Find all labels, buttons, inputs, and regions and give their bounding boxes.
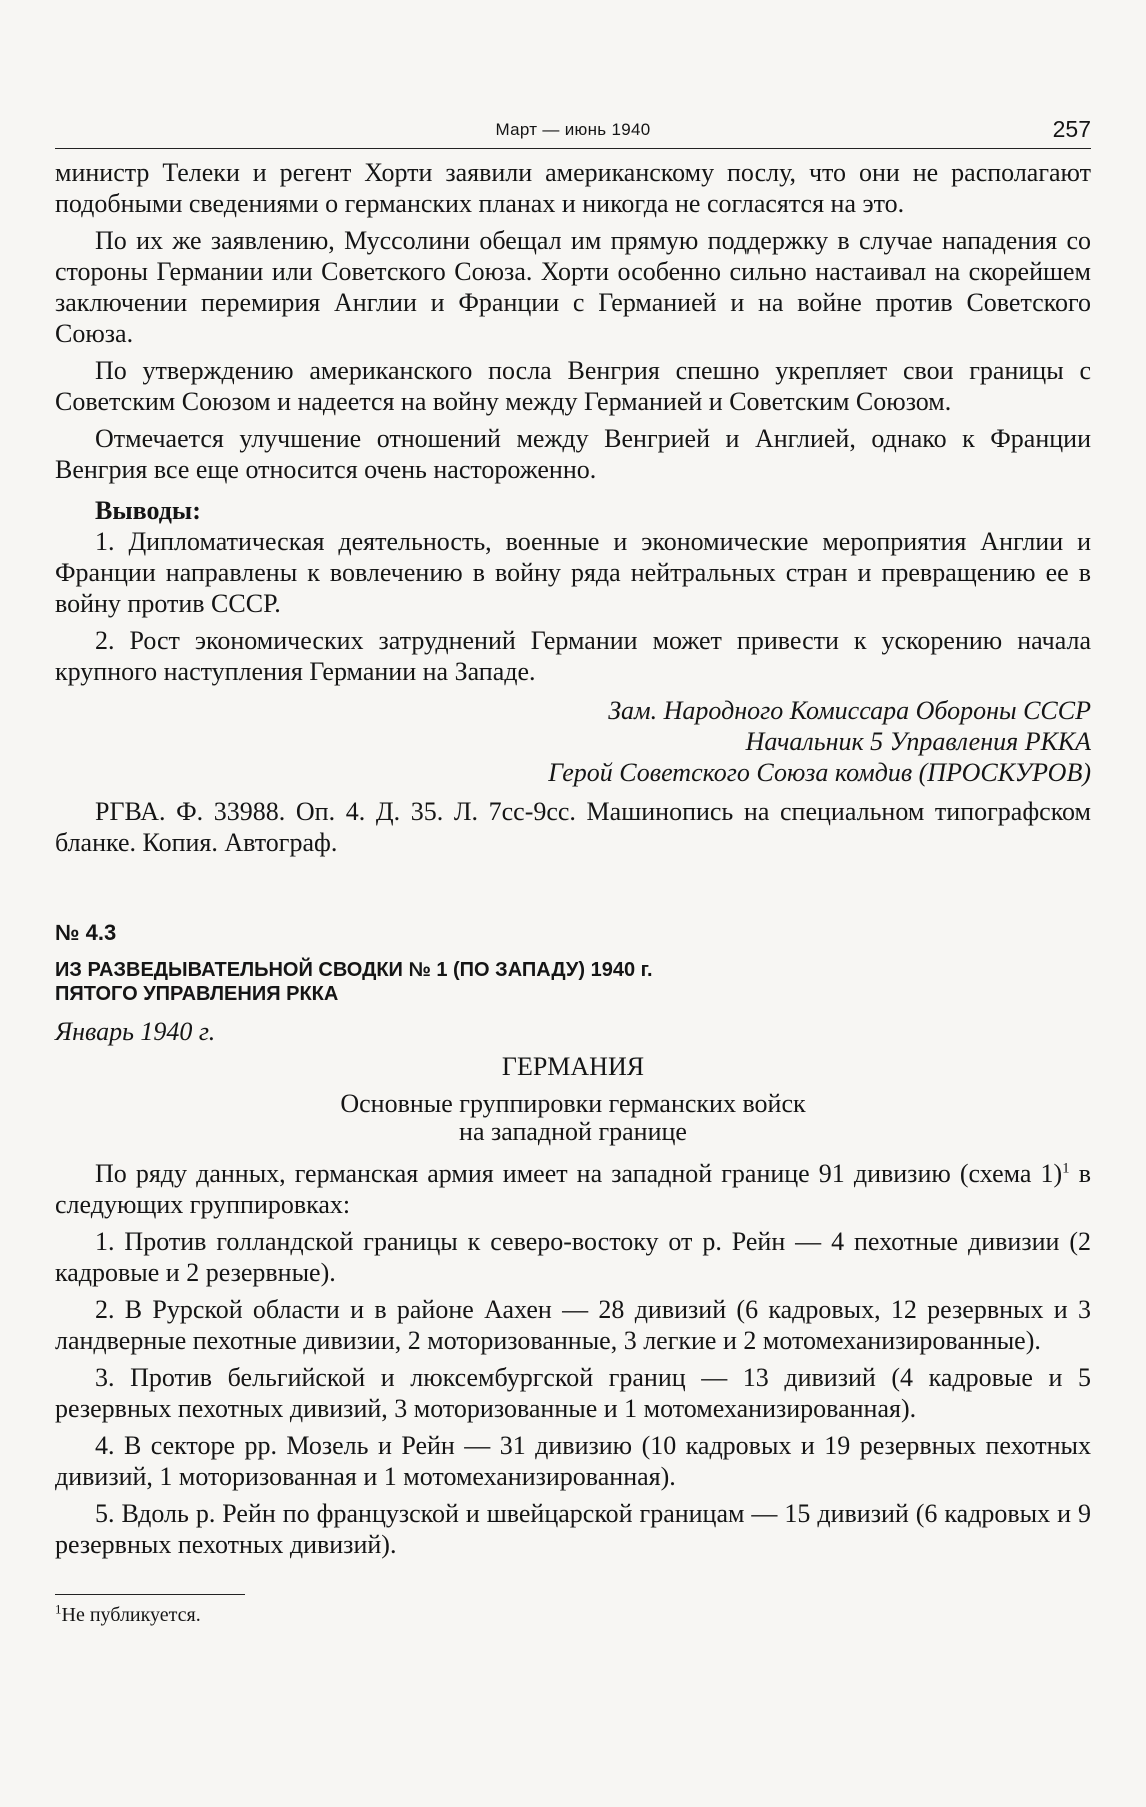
page-header	[55, 118, 1091, 149]
document-title-line-2: ПЯТОГО УПРАВЛЕНИЯ РККА	[55, 983, 339, 1005]
footnote-divider	[55, 1594, 245, 1595]
signature-line-3: Герой Советского Союза комдив (ПРОСКУРОВ)	[548, 758, 1091, 787]
paragraph-intro	[55, 1158, 1091, 1220]
conclusion-item-1: 1. Дипломатическая деятельность, военные и экономические мероприятия Англии и Франции направлены к вовлечению в войну ряда нейтральных стран и превращению ее в войну против СССР.	[55, 527, 1091, 618]
paragraph-hungary-borders: По утверждению американского посла Венгрия спешно укрепляет свои границы с Советским Союзом и надеется на войну между Германией и Советским Союзом.	[55, 356, 1091, 416]
document-number: № 4.3	[55, 920, 117, 945]
signature-block	[55, 695, 1091, 788]
signature-line-1: Зам. Народного Комиссара Обороны СССР	[608, 696, 1091, 725]
grouping-item-4: 4. В секторе рр. Мозель и Рейн — 31 дивизию (10 кадровых и 19 резервных пехотных дивизий, 1 моторизованная и 1 мотомеханизированная).	[55, 1431, 1091, 1491]
section-subheading	[55, 1090, 1091, 1146]
paragraph-mussolini: По их же заявлению, Муссолини обещал им прямую поддержку в случае нападения со стороны Германии или Советского Союза. Хорти особенно сильно настаивал на скорейшем заключении перемирия Англии и Франции с Германией и на войне против Советского Союза.	[55, 226, 1091, 348]
book-page	[55, 118, 1091, 1627]
paragraph-continuation: министр Телеки и регент Хорти заявили американскому послу, что они не располагают подобными сведениями о германских планах и никогда не согласятся на это.	[55, 158, 1091, 218]
document-title-line-1: ИЗ РАЗВЕДЫВАТЕЛЬНОЙ СВОДКИ № 1 (ПО ЗАПАДУ) 1940 г.	[55, 959, 653, 981]
section-heading: ГЕРМАНИЯ	[501, 1052, 645, 1081]
paragraph-relations: Отмечается улучшение отношений между Венгрией и Англией, однако к Франции Венгрия все еще относится очень настороженно.	[55, 424, 1091, 484]
document-date: Январь 1940 г.	[55, 1017, 216, 1046]
grouping-item-5: 5. Вдоль р. Рейн по французской и швейцарской границам — 15 дивизий (6 кадровых и 9 резервных пехотных дивизий).	[55, 1499, 1091, 1559]
footnote	[55, 1603, 1091, 1627]
intro-text-end: в следующих группировках:	[55, 1159, 1091, 1219]
conclusions-heading: Выводы:	[95, 496, 201, 525]
footnote-text: Не публикуется.	[61, 1604, 201, 1626]
page-number: 257	[1052, 116, 1091, 142]
running-head: Март — июнь 1940	[495, 120, 651, 139]
footnote-mark: 1	[55, 1601, 62, 1617]
grouping-item-2: 2. В Рурской области и в районе Аахен — 28 дивизий (6 кадровых, 12 резервных и 3 ландверные пехотные дивизии, 2 моторизованные, 3 легкие и 2 мотомеханизированные).	[55, 1295, 1091, 1355]
subheading-line-2: на западной границе	[459, 1117, 687, 1146]
subheading-line-1: Основные группировки германских войск	[340, 1089, 806, 1118]
footnote-reference[interactable]: 1	[1062, 1160, 1070, 1177]
conclusion-item-2: 2. Рост экономических затруднений Германии может привести к ускорению начала крупного наступления Германии на Западе.	[55, 626, 1091, 686]
document-title	[55, 958, 1091, 1006]
grouping-item-1: 1. Против голландской границы к северо-востоку от р. Рейн — 4 пехотные дивизии (2 кадровые и 2 резервные).	[55, 1227, 1091, 1287]
grouping-item-3: 3. Против бельгийской и люксембургской границ — 13 дивизий (4 кадровые и 5 резервных пехотных дивизий, 3 моторизованные и 1 мотомеханизированная).	[55, 1363, 1091, 1423]
archive-reference: РГВА. Ф. 33988. Оп. 4. Д. 35. Л. 7сс-9сс. Машинопись на специальном типографском бланке. Копия. Автограф.	[55, 797, 1091, 857]
intro-text: По ряду данных, германская армия имеет на западной границе 91 дивизию (схема 1)	[95, 1159, 1063, 1188]
signature-line-2: Начальник 5 Управления РККА	[745, 727, 1091, 756]
